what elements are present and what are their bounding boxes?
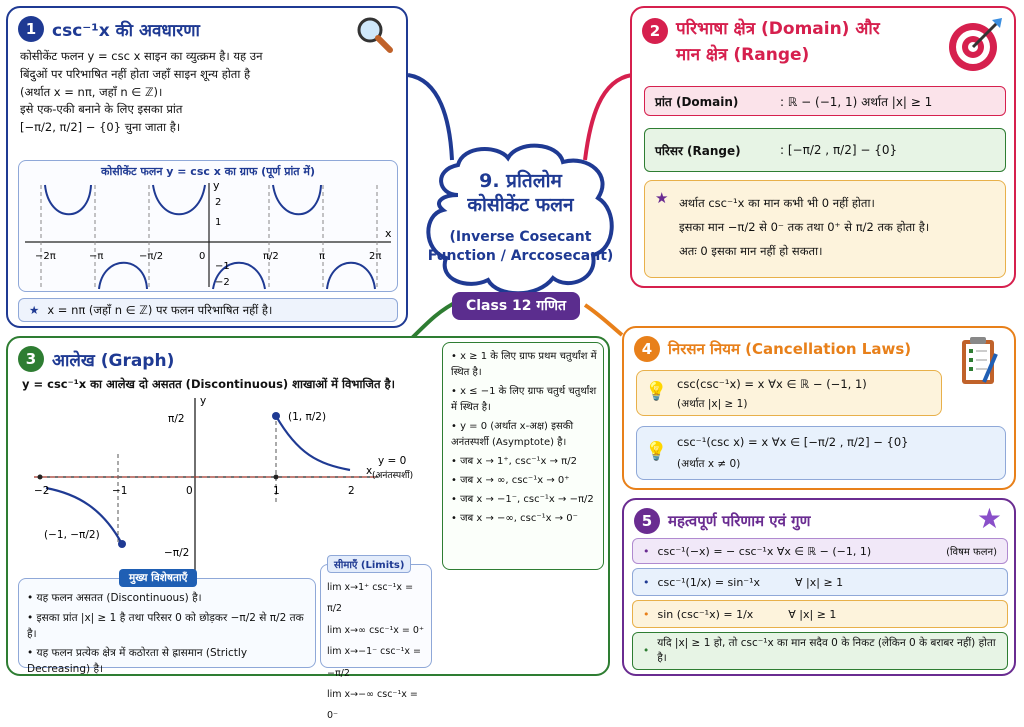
result-2: • csc⁻¹(1/x) = sin⁻¹x ∀ |x| ≥ 1 xyxy=(632,568,1008,596)
result-1: • csc⁻¹(−x) = − csc⁻¹x ∀x ∈ ℝ − (−1, 1) (विषम फलन) xyxy=(632,538,1008,564)
concept-line: [−π/2, π/2] − {0} चुना जाता है। xyxy=(20,120,181,135)
range-row xyxy=(644,128,1006,172)
law-2-text: csc⁻¹(csc x) = x ∀x ∈ [−π/2 , π/2] − {0} xyxy=(677,435,909,449)
arccsc-axis-x: x xyxy=(366,465,373,477)
concept-note xyxy=(18,298,398,322)
csc-axis-x: x xyxy=(385,227,392,240)
concept-line: बिंदुओं पर परिभाषित नहीं होता जहाँ साइन शून्य होता है xyxy=(20,66,251,81)
side-item: • जब x → 1⁺, csc⁻¹x → π/2 xyxy=(451,456,577,467)
limits-title: सीमाएँ (Limits) xyxy=(327,555,411,573)
arccsc-graph xyxy=(18,394,438,572)
csc-xtick: π xyxy=(319,251,326,262)
section-number: 5 xyxy=(634,508,660,534)
side-item: • जब x → ∞, csc⁻¹x → 0⁺ xyxy=(451,475,570,486)
law-2 xyxy=(636,426,1006,480)
limits-panel xyxy=(320,560,432,722)
bulb-icon: 💡 xyxy=(645,441,668,462)
section-title: परिभाषा क्षेत्र (Domain) और मान क्षेत्र (Range) xyxy=(676,19,880,66)
csc-ytick: −2 xyxy=(215,277,230,288)
arccsc-asymptote-note: (अनंतस्पर्शी) xyxy=(372,471,414,481)
side-item: • x ≤ −1 के लिए ग्राफ चतुर्थ चतुर्थांश में स्थित है। xyxy=(451,386,597,413)
range-note-line: अर्थात csc⁻¹x का मान कभी भी 0 नहीं होता। xyxy=(679,196,875,210)
arccsc-xtick: 2 xyxy=(348,485,355,497)
arccsc-ybot: −π/2 xyxy=(164,547,190,559)
section-number: 1 xyxy=(18,16,44,42)
features-panel xyxy=(18,572,316,675)
limit-item: lim x→∞ csc⁻¹x = 0⁺ xyxy=(327,624,424,636)
range-note-line: अतः 0 इसका मान नहीं हो सकता। xyxy=(679,244,823,259)
arccsc-xtick: −1 xyxy=(112,485,128,497)
result-3: • sin (csc⁻¹x) = 1/x ∀ |x| ≥ 1 xyxy=(632,600,1008,628)
csc-xtick: 0 xyxy=(199,251,206,262)
star-icon: ★ xyxy=(976,502,1002,535)
limit-item: lim x→−1⁻ csc⁻¹x = −π/2 xyxy=(327,646,421,679)
concept-line: (अर्थात x = nπ, जहाँ n ∈ ℤ)। xyxy=(20,84,163,99)
section-title: महत्वपूर्ण परिणाम एवं गुण xyxy=(668,512,811,530)
law-1-note: (अर्थात |x| ≥ 1) xyxy=(677,398,748,410)
target-icon xyxy=(946,16,1004,74)
result-1-text: csc⁻¹(−x) = − csc⁻¹x ∀x ∈ ℝ − (−1, 1) xyxy=(657,544,872,558)
side-item: • y = 0 (अर्थात x-अक्ष) इसकी अनंतस्पर्शी (Asymptote) है। xyxy=(451,421,574,448)
section-number: 4 xyxy=(634,336,660,362)
section-concept xyxy=(6,6,408,328)
arccsc-xtick: −2 xyxy=(34,485,50,497)
section-domain-range xyxy=(630,6,1016,288)
class-badge: Class 12 गणित xyxy=(452,292,580,320)
feature-item: • इसका प्रांत |x| ≥ 1 है तथा परिसर 0 को छोड़कर −π/2 से π/2 तक है। xyxy=(27,611,304,640)
arccsc-xtick: 1 xyxy=(273,485,280,497)
graph-desc: y = csc⁻¹x का आलेख दो असतत (Discontinuous) शाखाओं में विभाजित है। xyxy=(22,377,395,391)
domain-row xyxy=(644,86,1006,116)
csc-graph-panel xyxy=(18,160,398,292)
range-value: : [−π/2 , π/2] − {0} xyxy=(780,143,898,157)
bulb-icon: 💡 xyxy=(645,381,668,402)
csc-graph xyxy=(19,179,397,291)
law-1 xyxy=(636,370,942,416)
csc-xtick: 2π xyxy=(369,251,382,262)
cloud-shape xyxy=(418,140,623,300)
star-icon: ★ xyxy=(655,189,669,207)
center-title: 9. प्रतिलोम कोसीकेंट फलन xyxy=(467,170,574,216)
arccsc-asymptote: y = 0 xyxy=(378,455,407,467)
csc-axis-y: y xyxy=(213,179,220,192)
limit-item: lim x→−∞ csc⁻¹x = 0⁻ xyxy=(327,688,418,722)
result-4: • यदि |x| ≥ 1 हो, तो csc⁻¹x का मान सदैव 0 के निकट (लेकिन 0 के बराबर नहीं) होता है। xyxy=(632,632,1008,670)
arccsc-point-1: (1, π/2) xyxy=(288,411,327,423)
limit-item: lim x→1⁺ csc⁻¹x = π/2 xyxy=(327,582,414,615)
section-title: निरसन नियम (Cancellation Laws) xyxy=(668,340,912,358)
csc-xtick: −π xyxy=(89,251,104,262)
graph-side-panel xyxy=(442,342,604,570)
concept-line: इसे एक-एकी बनाने के लिए इसका प्रांत xyxy=(20,102,183,117)
range-note-line: इसका मान −π/2 से 0⁻ तक तथा 0⁺ से π/2 तक होता है। xyxy=(679,220,930,235)
side-item: • जब x → −1⁻, csc⁻¹x → −π/2 xyxy=(451,494,594,505)
csc-xtick: −2π xyxy=(35,251,56,262)
result-1-note: (विषम फलन) xyxy=(946,547,997,558)
section-number: 2 xyxy=(642,18,668,44)
csc-ytick: 2 xyxy=(215,197,222,208)
range-label: परिसर (Range) xyxy=(655,143,741,158)
section-title: आलेख (Graph) xyxy=(52,350,175,371)
arccsc-axis-y: y xyxy=(200,395,207,407)
section-cancellation xyxy=(622,326,1016,490)
arccsc-xtick: 0 xyxy=(186,485,193,497)
side-item: • जब x → −∞, csc⁻¹x → 0⁻ xyxy=(451,513,578,524)
concept-note-text: x = nπ (जहाँ n ∈ ℤ) पर फलन परिभाषित नहीं है। xyxy=(47,302,273,317)
arccsc-ytop: π/2 xyxy=(168,413,185,425)
law-2-note: (अर्थात x ≠ 0) xyxy=(677,458,741,470)
domain-label: प्रांत (Domain) xyxy=(655,94,739,109)
section-title: csc⁻¹x की अवधारणा xyxy=(52,20,200,41)
star-icon: ★ xyxy=(29,303,40,317)
result-4-text: यदि |x| ≥ 1 हो, तो csc⁻¹x का मान सदैव 0 के निकट (लेकिन 0 के बराबर नहीं) होता है। xyxy=(657,637,996,664)
csc-xtick: π/2 xyxy=(263,251,279,262)
features-title: मुख्य विशेषताएँ xyxy=(119,569,197,587)
feature-item: • यह फलन असतत (Discontinuous) है। xyxy=(27,592,202,604)
concept-line: कोसीकेंट फलन y = csc x साइन का व्युत्क्रम है। यह उन xyxy=(20,49,263,63)
center-cloud xyxy=(418,140,623,300)
law-1-text: csc(csc⁻¹x) = x ∀x ∈ ℝ − (−1, 1) xyxy=(677,377,867,391)
section-results xyxy=(622,498,1016,676)
range-note xyxy=(644,180,1006,278)
domain-value: : ℝ − (−1, 1) अर्थात |x| ≥ 1 xyxy=(780,94,933,109)
feature-item: • यह फलन प्रत्येक क्षेत्र में कठोरता से ह्रासमान (Strictly Decreasing) है। xyxy=(27,647,248,675)
csc-ytick: −1 xyxy=(215,261,230,272)
side-item: • x ≥ 1 के लिए ग्राफ प्रथम चतुर्थांश में स्थित है। xyxy=(451,351,597,378)
csc-ytick: 1 xyxy=(215,217,222,228)
result-3-text: sin (csc⁻¹x) = 1/x ∀ |x| ≥ 1 xyxy=(657,607,837,621)
arccsc-point-2: (−1, −π/2) xyxy=(44,529,100,541)
section-number: 3 xyxy=(18,346,44,372)
csc-xtick: −π/2 xyxy=(139,251,164,262)
csc-graph-title: कोसीकेंट फलन y = csc x का ग्राफ (पूर्ण प्रांत में) xyxy=(100,165,316,178)
center-subtitle: (Inverse Cosecant Function / Arccosecant) xyxy=(427,229,614,264)
section-graph xyxy=(6,336,610,722)
clipboard-icon xyxy=(956,334,1004,388)
result-2-text: csc⁻¹(1/x) = sin⁻¹x ∀ |x| ≥ 1 xyxy=(657,575,844,589)
